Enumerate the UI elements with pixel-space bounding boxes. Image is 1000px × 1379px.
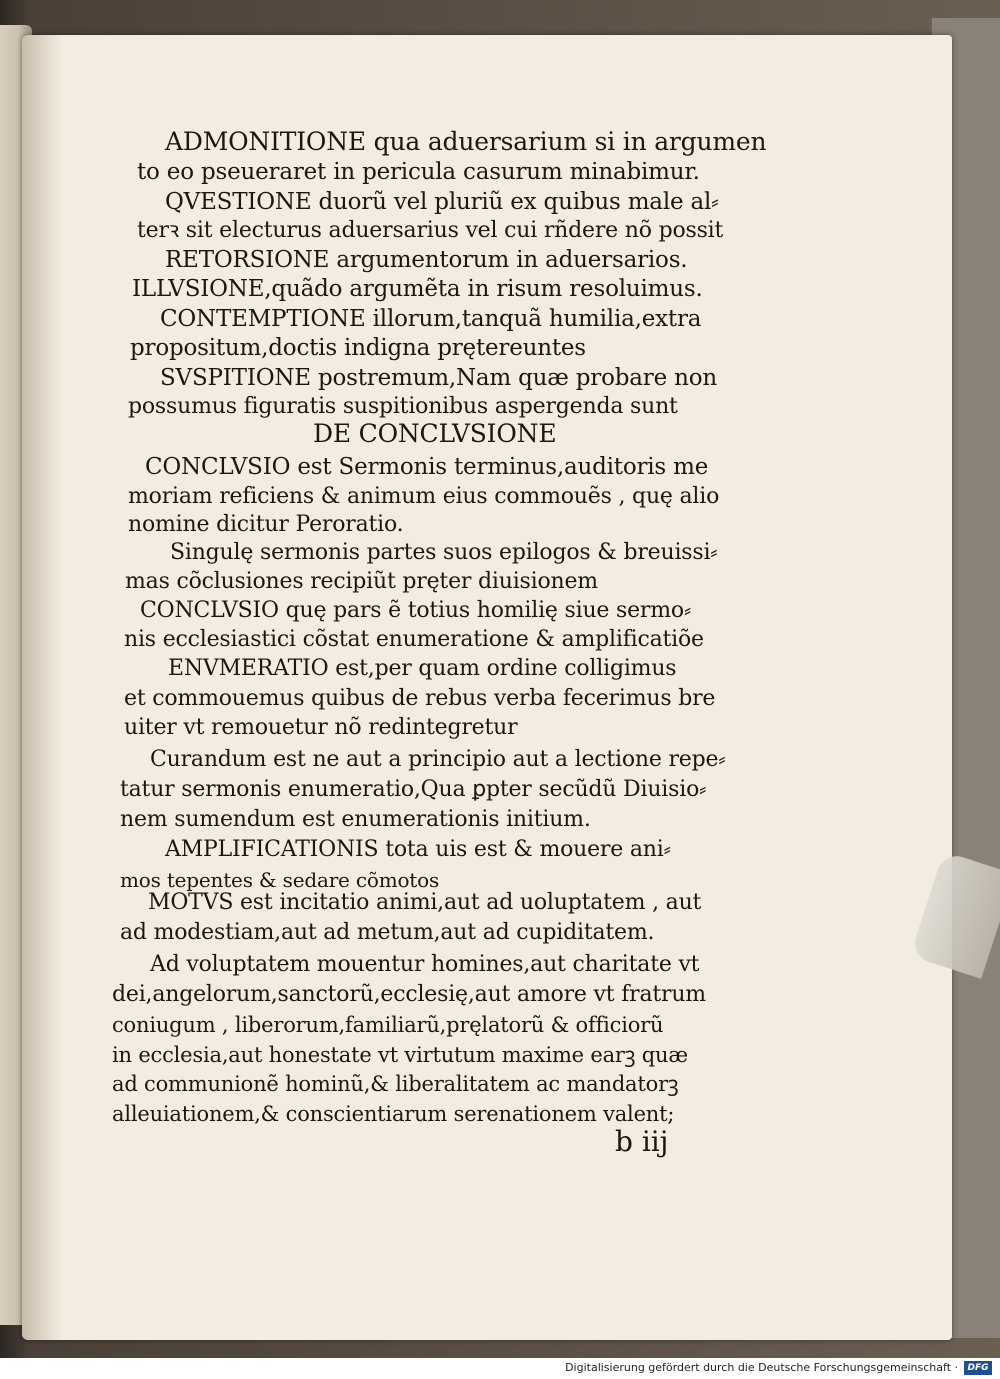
text-line: mos tepentes & sedare cõmotos [120, 868, 440, 892]
text-line: alleuiationem,& conscientiarum serenationem valent; [112, 1102, 675, 1126]
text-line: ad modestiam,aut ad metum,aut ad cupiditatem. [120, 920, 655, 945]
text-line: nomine dicitur Peroratio. [128, 512, 404, 537]
text-line: Singulę sermonis partes suos epilogos & breuissi⸗ [170, 540, 718, 565]
text-line: nem sumendum est enumerationis initium. [120, 807, 591, 832]
section-heading: DE CONCLVSIONE [313, 419, 557, 448]
text-line: mas cõclusiones recipiũt pręter diuisionem [125, 569, 598, 594]
text-line: MOTVS est incitatio animi,aut ad uoluptatem , aut [148, 890, 702, 915]
text-line: coniugum , liberorum,familiarũ,pręlatorũ & officiorũ [112, 1013, 664, 1037]
text-line: in ecclesia,aut honestate vt virtutum maxime earꝫ quæ [112, 1043, 688, 1067]
text-line: ad communionẽ hominũ,& liberalitatem ac mandatorꝫ [112, 1072, 679, 1096]
text-line: propositum,doctis indigna prętereuntes [130, 335, 586, 361]
funding-credit: Digitalisierung gefördert durch die Deutsche Forschungsgemeinschaft · [565, 1361, 958, 1374]
dfg-logo: DFG [964, 1361, 992, 1375]
text-line: ADMONITIONE qua aduersarium si in argumen [165, 127, 767, 156]
signature-mark: b iij [615, 1125, 669, 1158]
text-line: tatur sermonis enumeratio,Qua ꝑpter secũdũ Diuisio⸗ [120, 777, 707, 802]
text-line: SVSPITIONE postremum,Nam quæ probare non [160, 365, 717, 391]
text-line: to eo pseueraret in pericula casurum minabimur. [137, 159, 700, 185]
text-line: nis ecclesiastici cõstat enumeratione & amplificatiõe [124, 627, 704, 652]
text-line: dei,angelorum,sanctorũ,ecclesię,aut amore vt fratrum [112, 982, 706, 1007]
text-line: CONTEMPTIONE illorum,tanquã humilia,extra [160, 306, 702, 332]
text-line: possumus figuratis suspitionibus aspergenda sunt [128, 394, 678, 419]
text-line: RETORSIONE argumentorum in aduersarios. [165, 247, 688, 273]
text-line: uiter vt remouetur nõ redintegretur [124, 715, 518, 740]
text-line: Curandum est ne aut a principio aut a lectione repe⸗ [150, 747, 726, 772]
text-line: QVESTIONE duorũ vel pluriũ ex quibus male al⸗ [165, 189, 719, 215]
text-line: ILLVSIONE,quãdo argumẽta in risum resoluimus. [132, 276, 703, 302]
text-line: Ad voluptatem mouentur homines,aut charitate vt [150, 952, 700, 977]
text-line: CONCLVSIO est Sermonis terminus,auditoris me [145, 454, 709, 480]
text-line: et commouemus quibus de rebus verba fecerimus bre [124, 686, 716, 711]
footer-bar [0, 1358, 1000, 1379]
text-line: terꝛ sit electurus aduersarius vel cui rñdere nõ possit [137, 218, 724, 243]
text-line: CONCLVSIO quę pars ẽ totius homilię siue sermo⸗ [140, 598, 692, 623]
text-line: moriam reficiens & animum eius commouẽs , quę alio [128, 484, 720, 509]
text-line: AMPLIFICATIONIS tota uis est & mouere ani⸗ [165, 837, 671, 862]
text-line: ENVMERATIO est,per quam ordine colligimus [168, 656, 677, 681]
